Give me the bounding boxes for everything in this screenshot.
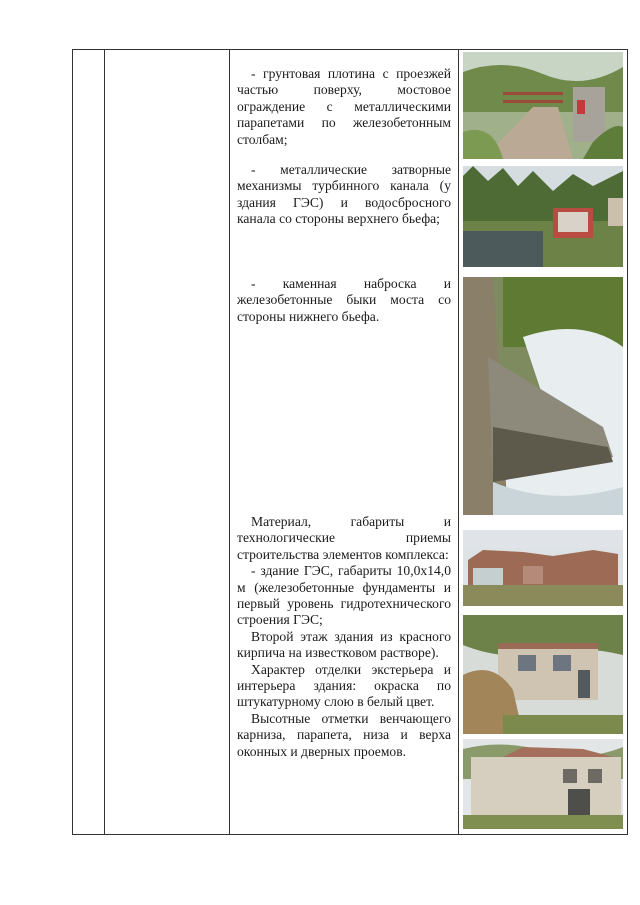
text-block-dam <box>237 66 451 148</box>
photo-dam-road <box>463 52 623 159</box>
photo-bridge-pier <box>463 277 623 515</box>
text-block-pier <box>237 276 451 325</box>
paragraph: Второй этаж здания из красного кирпича на известковом растворе). <box>237 628 451 661</box>
photo-hpp-ruins-far <box>463 530 623 606</box>
table-column-border <box>104 49 105 834</box>
text-block-gates <box>237 162 451 228</box>
table-column-border <box>458 49 459 834</box>
paragraph: Характер отделки экстерьера и интерьера здания: окраска по штукатурному слою в белый цвет. <box>237 661 451 710</box>
table-column-border <box>229 49 230 834</box>
photo-hpp-building <box>463 615 623 734</box>
photo-gate-mechanisms <box>463 166 623 267</box>
table-column-border <box>627 49 628 834</box>
paragraph: Материал, габариты и технологические приемы строительства элементов комплекса: <box>237 514 451 562</box>
paragraph: - грунтовая плотина с проезжей частью поверху, мостовое ограждение с металлическими парапетами по железобетонным столбам; <box>237 66 451 147</box>
paragraph: Высотные отметки венчающего карниза, парапета, низа и верха оконных и дверных проемов. <box>237 710 451 759</box>
text-block-materials <box>237 514 451 760</box>
paragraph: - здание ГЭС, габариты 10,0х14,0 м (железобетонные фундаменты и первый уровень гидротехнического строения ГЭС; <box>237 563 451 628</box>
table-column-border <box>72 49 73 834</box>
paragraph: - металлические затворные механизмы турбинного канала (у здания ГЭС) и водосбросного канала со стороны верхнего бьефа; <box>237 162 451 227</box>
photo-hpp-building-front <box>463 739 623 829</box>
paragraph: - каменная наброска и железобетонные быки моста со стороны нижнего бьефа. <box>237 276 451 324</box>
